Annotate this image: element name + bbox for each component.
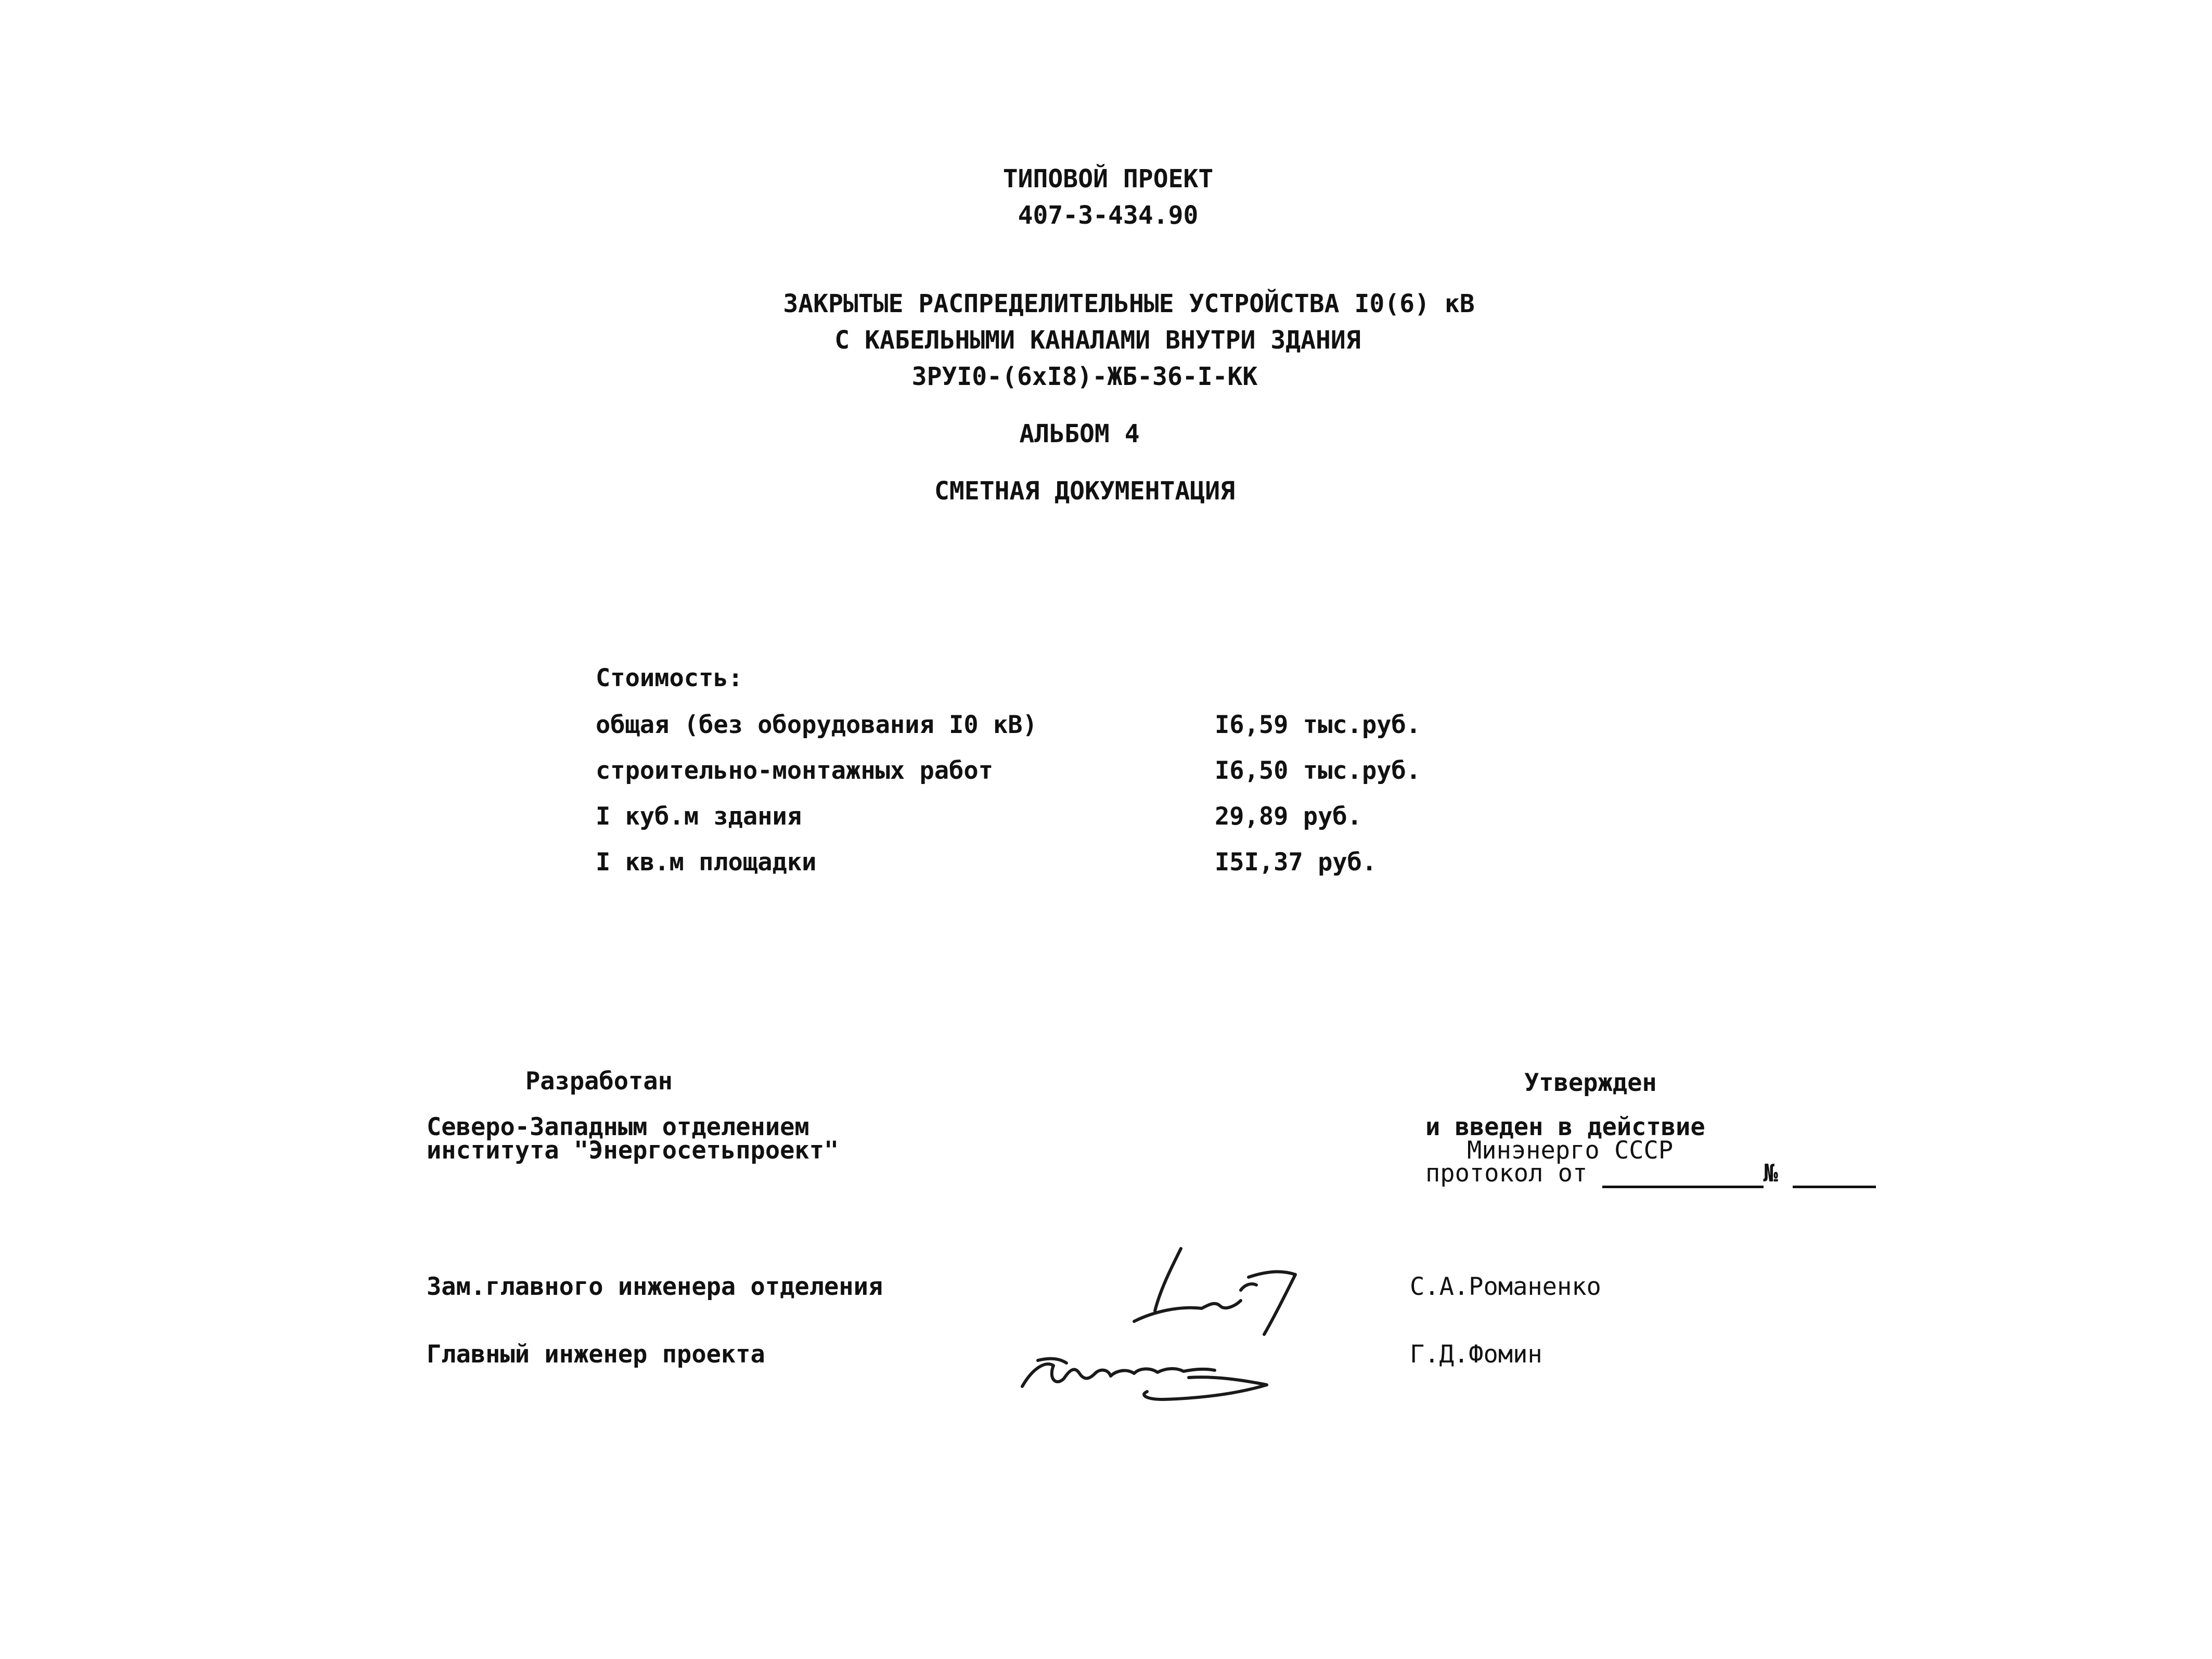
cost-row-value: I5I,37 руб. — [1215, 848, 1377, 877]
doc-type: ТИПОВОЙ ПРОЕКТ — [1002, 164, 1214, 194]
doc-number: 407-3-434.90 — [1018, 201, 1199, 230]
signature-position: Зам.главного инженера отделения — [427, 1272, 883, 1301]
approved-line-2: Минэнерго СССР — [1467, 1136, 1674, 1165]
cost-row-label: строительно-монтажных работ — [596, 756, 994, 785]
cost-row-label: общая (без оборудования I0 кВ) — [596, 711, 1037, 739]
cost-row-label: I кв.м площадки — [596, 848, 817, 877]
title-line-2: С КАБЕЛЬНЫМИ КАНАЛАМИ ВНУТРИ ЗДАНИЯ — [834, 326, 1361, 355]
album-label: АЛЬБОМ 4 — [1019, 419, 1140, 448]
approved-heading: Утвержден — [1524, 1069, 1657, 1097]
title-line-3: ЗРУI0-(6хI8)-ЖБ-36-I-КК — [911, 362, 1258, 391]
protocol-date-blank — [1602, 1161, 1764, 1188]
protocol-line — [1425, 1161, 1876, 1188]
title-line-1: ЗАКРЫТЫЕ РАСПРЕДЕЛИТЕЛЬНЫЕ УСТРОЙСТВА I0(6) кВ — [783, 289, 1475, 318]
developed-heading: Разработан — [525, 1067, 673, 1096]
signature-position: Главный инженер проекта — [427, 1340, 765, 1369]
cost-heading: Стоимость: — [596, 664, 743, 692]
signature-romanenko — [1124, 1233, 1311, 1347]
cost-row-value: I6,50 тыс.руб. — [1215, 756, 1421, 785]
cost-row-label: I куб.м здания — [596, 802, 802, 831]
signature-fomin — [1017, 1337, 1277, 1415]
protocol-number-blank — [1793, 1161, 1876, 1188]
signature-name: С.А.Романенко — [1410, 1272, 1601, 1301]
developed-line-2: института "Энергосетьпроект" — [427, 1136, 839, 1165]
cost-row-value: 29,89 руб. — [1215, 802, 1362, 831]
protocol-prefix: протокол от — [1425, 1159, 1588, 1188]
signature-name: Г.Д.Фомин — [1410, 1340, 1542, 1369]
section-title: СМЕТНАЯ ДОКУМЕНТАЦИЯ — [934, 477, 1235, 506]
cost-row-value: I6,59 тыс.руб. — [1215, 711, 1421, 739]
approved-line-1: и введен в действие — [1425, 1113, 1705, 1141]
number-sign: № — [1763, 1159, 1778, 1188]
developed-line-1: Северо-Западным отделением — [427, 1113, 809, 1141]
